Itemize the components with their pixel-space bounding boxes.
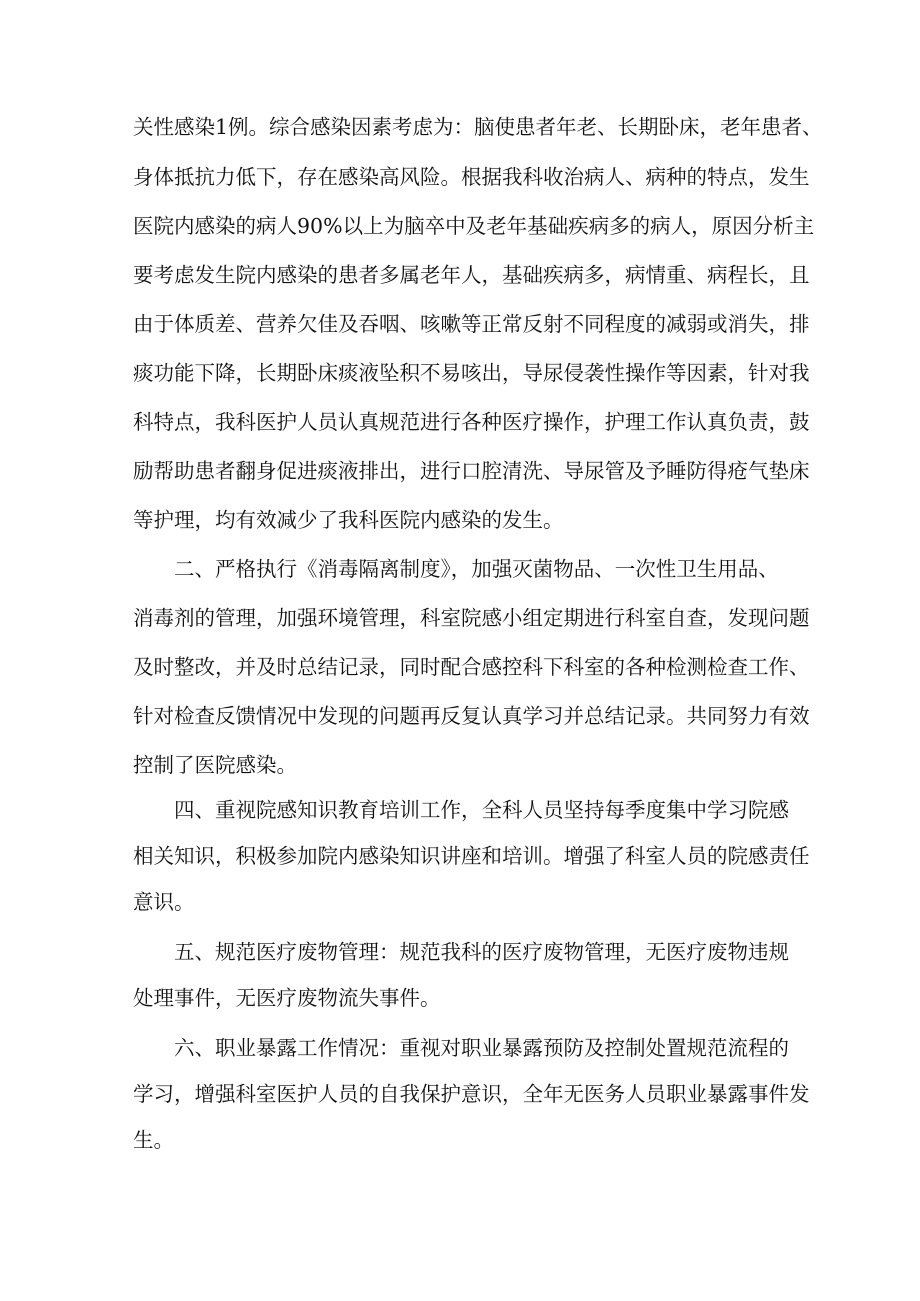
paragraph-line: 及时整改，并及时总结记录，同时配合感控科下科室的各种检测检查工作、 [133, 655, 810, 679]
paragraph-line: 学习，增强科室医护人员的自我保护意识，全年无医务人员职业暴露事件发 [133, 1082, 810, 1106]
paragraph-line: 关性感染1例。综合感染因素考虑为：脑使患者年老、长期卧床，老年患者、 [133, 115, 823, 139]
paragraph-line: 意识。 [133, 890, 195, 914]
paragraph-line: 励帮助患者翻身促进痰液排出，进行口腔清洗、导尿管及予睡防得疮气垫床 [133, 459, 810, 483]
paragraph-line: 控制了医院感染。 [133, 753, 297, 777]
paragraph-line: 痰功能下降，长期卧床痰液坠积不易咳出，导尿侵袭性操作等因素，针对我 [133, 361, 810, 385]
paragraph-line: 医院内感染的病人90%以上为脑卒中及老年基础疾病多的病人，原因分析主 [133, 214, 815, 238]
paragraph-line: 四、重视院感知识教育培训工作，全科人员坚持每季度集中学习院感 [174, 798, 789, 822]
paragraph-line: 相关知识，积极参加院内感染知识讲座和培训。增强了科室人员的院感责任 [133, 844, 810, 868]
paragraph-line: 五、规范医疗废物管理：规范我科的医疗废物管理，无医疗废物违规 [174, 940, 789, 964]
paragraph-line: 要考虑发生院内感染的患者多属老年人，基础疾病多，病情重、病程长，且 [133, 263, 810, 287]
paragraph-line: 六、职业暴露工作情况：重视对职业暴露预防及控制处置规范流程的 [174, 1036, 789, 1060]
paragraph-line: 生。 [133, 1128, 174, 1152]
paragraph-line: 处理事件，无医疗废物流失事件。 [133, 986, 441, 1010]
paragraph-line: 消毒剂的管理，加强环境管理，科室院感小组定期进行科室自查，发现问题 [133, 606, 810, 630]
paragraph-line: 科特点，我科医护人员认真规范进行各种医疗操作，护理工作认真负责，鼓 [133, 410, 810, 434]
paragraph-line: 身体抵抗力低下，存在感染高风险。根据我科收治病人、病种的特点，发生 [133, 165, 810, 189]
paragraph-line: 等护理，均有效减少了我科医院内感染的发生。 [133, 508, 564, 532]
paragraph-line: 二、严格执行《消毒隔离制度》，加强灭菌物品、一次性卫生用品、 [174, 557, 779, 581]
paragraph-line: 由于体质差、营养欠佳及吞咽、咳嗽等正常反射不同程度的减弱或消失，排 [133, 312, 810, 336]
paragraph-line: 针对检查反馈情况中发现的问题再反复认真学习并总结记录。共同努力有效 [133, 704, 810, 728]
